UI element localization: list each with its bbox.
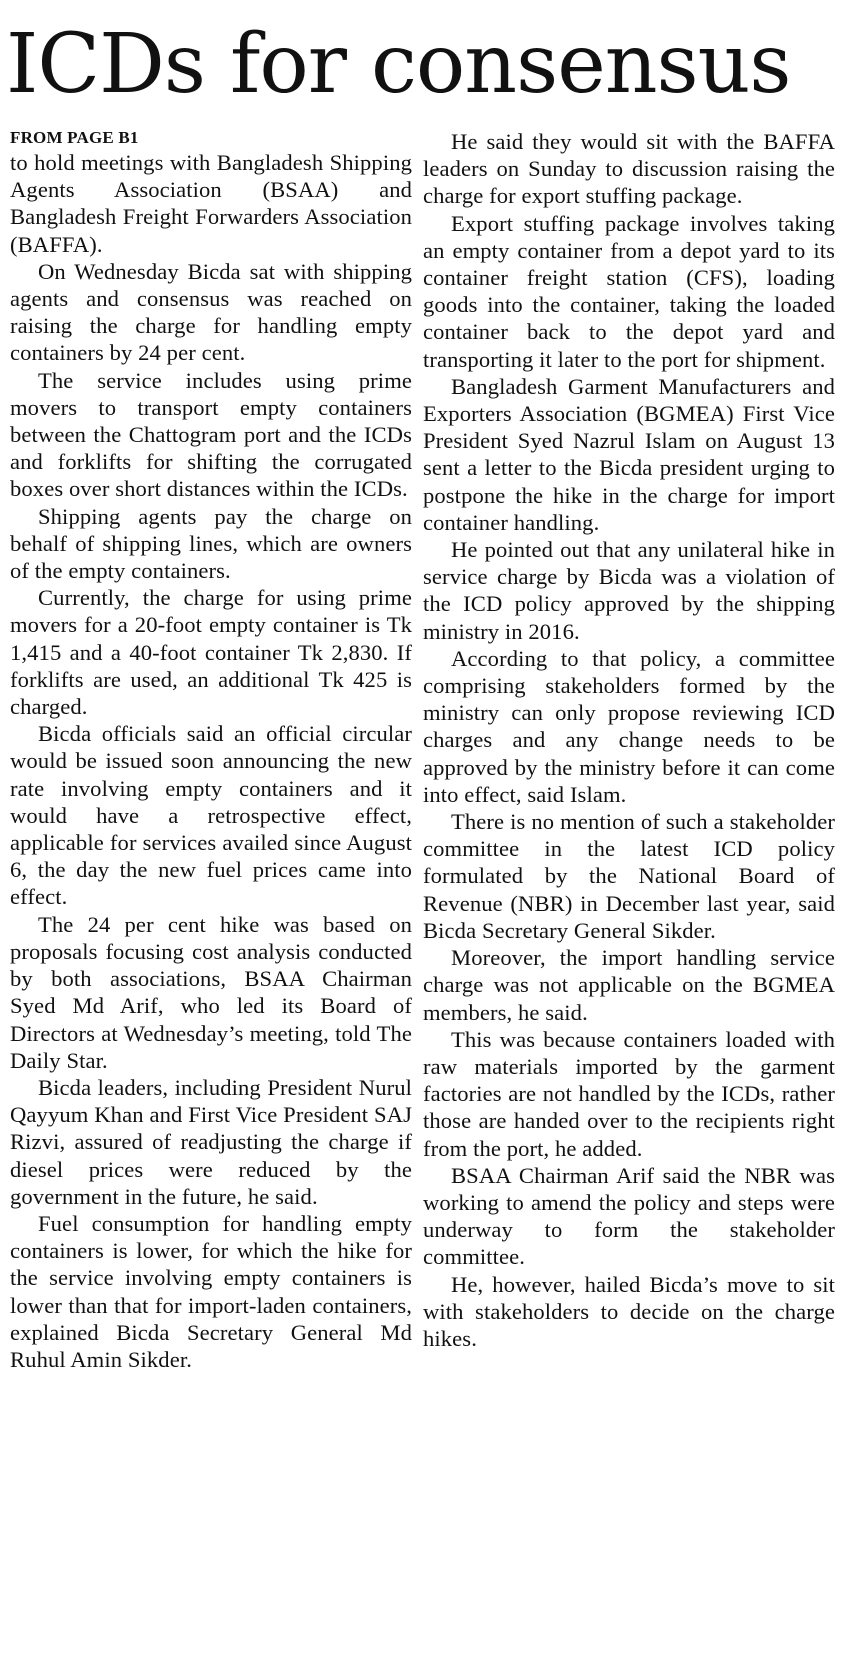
paragraph: Bicda officials said an official circular would be issued soon announcing the new rate involving empty containers and it would have a retrospective effect, applicable for services availed since August 6, the day the new fuel prices came into effect. [10, 721, 412, 910]
article-body [10, 128, 835, 1373]
paragraph: BSAA Chairman Arif said the NBR was working to amend the policy and steps were underway to form the stakeholder committee. [423, 1162, 835, 1270]
paragraph: Bicda leaders, including President Nurul Qayyum Khan and First Vice President SAJ Rizvi, assured of readjusting the charge if diesel prices were reduced by the government in the future, he said. [10, 1074, 412, 1209]
paragraph: Bangladesh Garment Manufacturers and Exporters Association (BGMEA) First Vice President Syed Nazrul Islam on August 13 sent a letter to the Bicda president urging to postpone the hike in the charge for import container handling. [423, 373, 835, 535]
paragraph: He said they would sit with the BAFFA leaders on Sunday to discussion raising the charge for export stuffing package. [423, 129, 835, 209]
paragraph: Shipping agents pay the charge on behalf of shipping lines, which are owners of the empty containers. [10, 503, 412, 584]
paragraph: There is no mention of such a stakeholder committee in the latest ICD policy formulated by the National Board of Revenue (NBR) in December last year, said Bicda Secretary General Sikder. [423, 809, 835, 943]
paragraph: He, however, hailed Bicda’s move to sit with stakeholders to decide on the charge hikes. [423, 1271, 835, 1351]
left-column [10, 128, 412, 1373]
paragraph: On Wednesday Bicda sat with shipping agents and consensus was reached on raising the charge for handling empty containers by 24 per cent. [10, 258, 412, 366]
paragraph: Currently, the charge for using prime movers for a 20-foot empty container is Tk 1,415 and a 40-foot container Tk 2,830. If forklifts are used, an additional Tk 425 is charged. [10, 585, 412, 720]
paragraph: Export stuffing package involves taking an empty container from a depot yard to its container freight station (CFS), loading goods into the container, taking the loaded container back to the depot yard and transporting it later to the port for shipment. [423, 210, 835, 372]
headline: ICDs for consensus [6, 17, 791, 112]
paragraph: to hold meetings with Bangladesh Shipping Agents Association (BSAA) and Bangladesh Freight Forwarders Association (BAFFA). [10, 150, 412, 257]
paragraph: Fuel consumption for handling empty containers is lower, for which the hike for the service involving empty containers is lower than that for import-laden containers, explained Bicda Secretary General Md Ruhul Amin Sikder. [10, 1210, 412, 1372]
paragraph: According to that policy, a committee comprising stakeholders formed by the ministry can only propose reviewing ICD charges and any change needs to be approved by the ministry before it can come into effect, said Islam. [423, 645, 835, 807]
paragraph: This was because containers loaded with raw materials imported by the garment factories are not handled by the ICDs, rather those are handed over to the recipients right from the port, he added. [423, 1026, 835, 1161]
paragraph: The service includes using prime movers to transport empty containers between the Chattogram port and the ICDs and forklifts for shifting the corrugated boxes over short distances within the ICDs. [10, 367, 412, 502]
paragraph: Moreover, the import handling service charge was not applicable on the BGMEA members, he said. [423, 945, 835, 1025]
continued-from-label: FROM PAGE B1 [10, 128, 139, 147]
right-column [423, 128, 835, 1373]
paragraph: He pointed out that any unilateral hike in service charge by Bicda was a violation of the ICD policy approved by the shipping ministry in 2016. [423, 537, 835, 644]
paragraph: The 24 per cent hike was based on proposals focusing cost analysis conducted by both associations, BSAA Chairman Syed Md Arif, who led its Board of Directors at Wednesday’s meeting, told The Daily Star. [10, 911, 412, 1073]
